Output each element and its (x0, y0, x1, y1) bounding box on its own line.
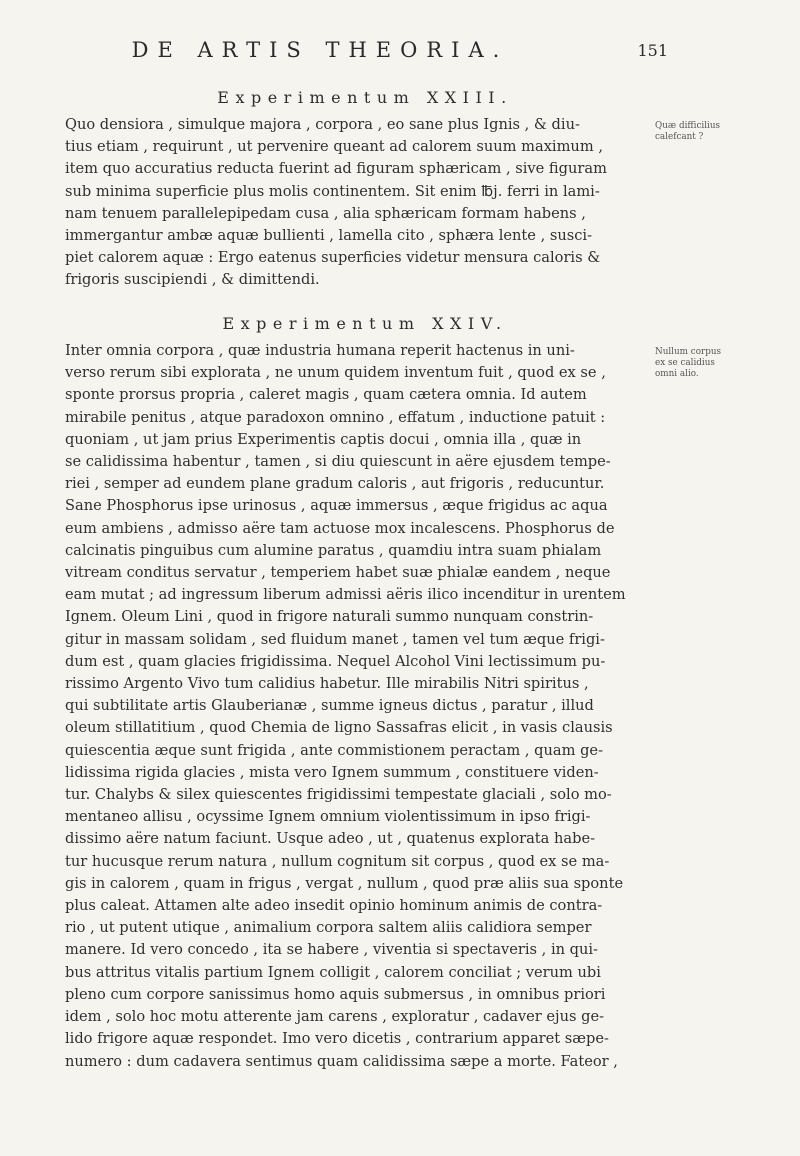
text-line: mentaneo allisu , ocyssime Ignem omnium violentissimum in ipso frigi- (65, 808, 591, 826)
text-line: Inter omnia corpora , quæ industria humana reperit hactenus in uni- (65, 342, 575, 359)
text-line: oleum stillatitium , quod Chemia de ligno Sassafras elicit , in vasis clausis (65, 719, 613, 737)
text-line: item quo accuratius reducta fuerint ad figuram sphæricam , sive figuram (65, 160, 607, 178)
marginal-note-23 (655, 121, 745, 143)
text-line: manere. Id vero concedo , ita se habere , viventia si spectaveris , in qui- (65, 941, 598, 959)
text-line: Quo densiora , simulque majora , corpora , eo sane plus Ignis , & diu- (65, 116, 580, 133)
text-line: sponte prorsus propria , caleret magis , quam cætera omnia. Id autem (65, 386, 587, 404)
text-line: tur hucusque rerum natura , nullum cognitum sit corpus , quod ex se ma- (65, 852, 610, 870)
marginal-note-line: omni alio. (655, 369, 699, 379)
text-line: riei , semper ad eundem plane gradum caloris , aut frigoris , reducuntur. (65, 475, 605, 493)
text-line: quiescentia æque sunt frigida , ante commistionem peractam , quam ge- (65, 741, 603, 759)
text-line: lido frigore aquæ respondet. Imo vero dicetis , contrarium apparet sæpe- (65, 1030, 609, 1048)
text-line: piet calorem aquæ : Ergo eatenus superficies videtur mensura caloris & (65, 249, 601, 267)
running-head (0, 38, 800, 68)
text-line: dissimo aëre natum faciunt. Usque adeo , ut , quatenus explorata habe- (65, 830, 596, 848)
text-line: idem , solo hoc motu atterente jam carens , exploratur , cadaver ejus ge- (65, 1008, 605, 1026)
text-line: mirabile penitus , atque paradoxon omnino , effatum , inductione patuit : (65, 408, 606, 426)
experiment-23-text (65, 114, 645, 292)
experiment-23-heading: Experimentum XXIII. (217, 88, 513, 107)
experiment-24-text (65, 340, 645, 1073)
text-line: Ignem. Oleum Lini , quod in frigore naturali summo nunquam constrin- (65, 608, 594, 626)
text-line: tur. Chalybs & silex quiescentes frigidissimi tempestate glaciali , solo mo- (65, 786, 612, 804)
text-line: calcinatis pinguibus cum alumine paratus , quamdiu intra suam phialam (65, 541, 602, 559)
marginal-note-line: Quæ difficilius (655, 121, 720, 131)
text-line: Sane Phosphorus ipse urinosus , aquæ immersus , æque frigidus ac aqua (65, 497, 608, 515)
text-line: eum ambiens , admisso aëre tam actuose mox incalescens. Phosphorus de (65, 519, 615, 537)
text-line: sub minima superficie plus molis continentem. Sit enim ℔j. ferri in lami- (65, 182, 600, 200)
marginal-note-line: Nullum corpus (655, 347, 722, 357)
running-title: DE ARTIS THEORIA. (131, 38, 509, 62)
text-line: nam tenuem parallelepipedam cusa , alia sphæricam formam habens , (65, 204, 586, 222)
text-line: lidissima rigida glacies , mista vero Ignem summum , constituere viden- (65, 763, 599, 781)
text-line: rio , ut putent utique , animalium corpora saltem aliis calidiora semper (65, 919, 592, 937)
text-line: rissimo Argento Vivo tum calidius habetur. Ille mirabilis Nitri spiritus , (65, 675, 589, 693)
marginal-note-line: calefcant ? (655, 132, 704, 142)
text-line: frigoris suscipiendi , & dimittendi. (65, 271, 320, 289)
text-line: qui subtilitate artis Glauberianæ , summe igneus dictus , paratur , illud (65, 697, 594, 715)
text-line: quoniam , ut jam prius Experimentis captis docui , omnia illa , quæ in (65, 430, 582, 448)
text-line: dum est , quam glacies frigidissima. Nequel Alcohol Vini lectissimum pu- (65, 652, 606, 670)
text-line: eam mutat ; ad ingressum liberum admissi aëris ilico incenditur in urentem (65, 586, 626, 604)
text-line: gitur in massam solidam , sed fluidum manet , tamen vel tum æque frigi- (65, 630, 605, 648)
text-line: plus caleat. Attamen alte adeo insedit opinio hominum animis de contra- (65, 897, 603, 915)
text-line: gis in calorem , quam in frigus , vergat , nullum , quod præ aliis sua sponte (65, 874, 624, 892)
text-line: immergantur ambæ aquæ bullienti , lamella cito , sphæra lente , susci- (65, 227, 592, 245)
marginal-note-line: ex se calidius (655, 358, 715, 368)
page-number: 151 (637, 41, 668, 60)
text-line: pleno cum corpore sanissimus homo aquis submersus , in omnibus priori (65, 985, 606, 1003)
text-line: tius etiam , requirunt , ut pervenire queant ad calorem suum maximum , (65, 138, 603, 156)
text-line: numero : dum cadavera sentimus quam calidissima sæpe a morte. Fateor , (65, 1052, 618, 1070)
text-line: verso rerum sibi explorata , ne unum quidem inventum fuit , quod ex se , (65, 364, 606, 382)
experiment-24-heading: Experimentum XXIV. (222, 314, 508, 333)
text-line: bus attritus vitalis partium Ignem colligit , calorem conciliat ; verum ubi (65, 963, 601, 981)
marginal-note-24 (655, 347, 745, 380)
text-line: vitream conditus servatur , temperiem habet suæ phialæ eandem , neque (65, 564, 611, 582)
text-line: se calidissima habentur , tamen , si diu quiescunt in aëre ejusdem tempe- (65, 453, 611, 471)
